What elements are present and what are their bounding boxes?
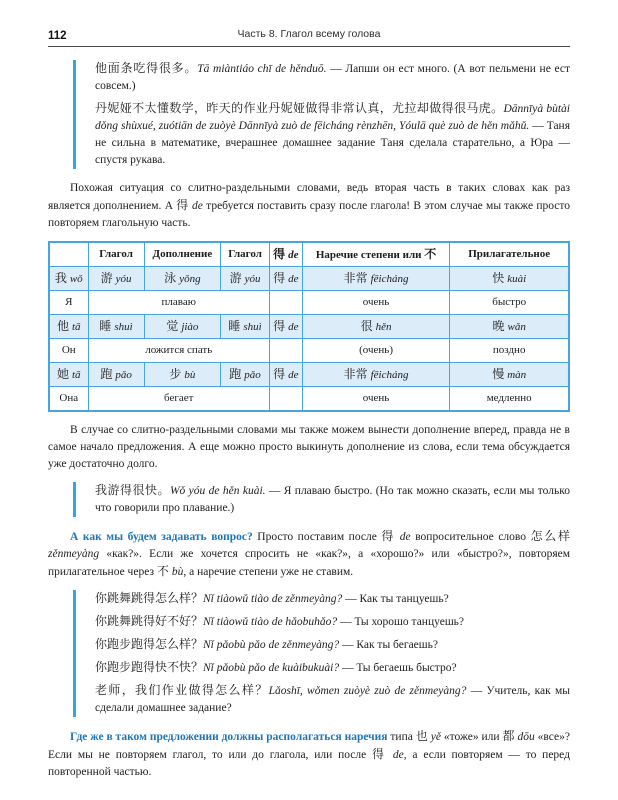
chinese-text: 慢 <box>492 366 508 381</box>
chinese-text: 他面条吃得很多。 <box>95 61 198 75</box>
text-run: плаваю <box>161 296 196 308</box>
text-run: Наречие степени или <box>315 248 425 261</box>
table-cell <box>49 387 88 412</box>
pinyin-text: Nǐ pǎobù pǎo de kuàibukuài? <box>203 662 340 674</box>
example-sentence <box>95 482 570 517</box>
table-cell <box>269 267 302 291</box>
pinyin-text: fēicháng <box>370 272 409 285</box>
chinese-text: 跑 <box>100 366 116 381</box>
chinese-text: 你跳舞跳得好不好？ <box>95 614 204 628</box>
blue-lead-text: Где же в таком предложении должны располагаться наречия <box>70 731 388 743</box>
example-quote-block <box>73 482 570 517</box>
pinyin-text: Nǐ tiàowǔ tiào de hǎobuhǎo? <box>203 616 338 628</box>
table-cell <box>269 387 302 412</box>
pinyin-text: jiào <box>181 320 199 333</box>
pinyin-text: Lǎoshī, wǒmen zuòyè zuò de zěnmeyàng? <box>268 685 467 697</box>
pinyin-text: Nǐ pǎobù pǎo de zěnmeyàng? <box>203 639 340 651</box>
table-cell <box>49 339 88 363</box>
pinyin-text: fēicháng <box>370 368 409 381</box>
table-cell <box>49 315 88 339</box>
table-header-cell <box>49 242 88 267</box>
pinyin-text: tā <box>71 320 81 333</box>
table-header-cell <box>144 242 220 267</box>
page-content <box>48 60 570 781</box>
body-paragraph <box>48 422 570 473</box>
pinyin-text: Dānnīyà bùtài dǒng shùxué, zuótiān de zuòyè Dānnīyà zuò de fēicháng rènzhēn, Yóulā què zuò de hěn mǎhǔ. <box>95 103 570 132</box>
pinyin-text: Tā miàntiáo chī de hěnduō. <box>197 63 327 75</box>
table-cell <box>302 267 450 291</box>
pinyin-text: de <box>288 248 299 261</box>
table-cell <box>269 339 302 363</box>
chinese-text: 得 <box>176 198 193 212</box>
chinese-text: 非常 <box>343 270 371 285</box>
text-run: бегает <box>164 392 194 404</box>
chinese-text: 你跑步跑得怎么样？ <box>95 637 204 651</box>
pinyin-text: de <box>192 200 203 212</box>
text-run: — Ты хорошо танцуешь? <box>337 616 465 628</box>
table-cell <box>450 339 569 363</box>
text-run: — Ты бегаешь быстро? <box>339 662 457 674</box>
text-run: вопросительное слово <box>410 531 531 543</box>
chinese-text: 他 <box>56 318 72 333</box>
table-cell <box>302 291 450 315</box>
text-run: — Таня не сильна в математике, вчерашнее домашнее задание Таня сделала старательно, а Юра — спустя рукава. <box>95 120 570 166</box>
chinese-text: 快 <box>492 270 508 285</box>
pinyin-text: màn <box>507 368 527 381</box>
table-header-cell <box>302 242 450 267</box>
table-cell <box>49 363 88 387</box>
text-run: Она <box>59 392 79 404</box>
table-header-cell <box>221 242 270 267</box>
table-row-russian <box>49 387 569 412</box>
chinese-text: 你跳舞跳得怎么样？ <box>95 591 204 605</box>
chinese-text: 得 <box>273 270 289 285</box>
chapter-title: Часть 8. Глагол всему голова <box>237 28 381 40</box>
table-cell <box>88 267 144 291</box>
table-header-cell <box>450 242 569 267</box>
pinyin-text: tā <box>71 368 81 381</box>
text-run: ложится спать <box>145 344 213 356</box>
table-cell <box>269 315 302 339</box>
text-run: , а если повторяем — то перед повторенной частью. <box>48 749 570 778</box>
chinese-text: 她 <box>56 366 72 381</box>
chinese-text: 老师，我们作业做得怎么样？ <box>95 683 269 697</box>
text-run: Дополнение <box>152 248 213 260</box>
pinyin-text: kuài <box>507 272 527 285</box>
chinese-text: 丹妮娅不太懂数学，昨天的作业丹妮娅做得非常认真，尤拉却做得很马虎。 <box>95 101 504 115</box>
text-run: , а наречие степени уже не ставим. <box>183 566 354 578</box>
table-cell <box>144 363 220 387</box>
table-cell <box>88 387 269 412</box>
chinese-text: 不 <box>156 564 172 578</box>
table-cell <box>88 363 144 387</box>
chinese-text: 得 <box>372 747 393 761</box>
pinyin-text: shuì <box>114 320 133 333</box>
pinyin-text: hěn <box>375 320 392 333</box>
page-number: 112 <box>48 30 67 42</box>
body-paragraph <box>48 528 570 581</box>
table-header-row <box>49 242 569 267</box>
pinyin-text: yě <box>430 731 442 743</box>
example-quote-block <box>73 590 570 717</box>
chinese-text: 非常 <box>343 366 371 381</box>
chinese-text: 泳 <box>164 270 180 285</box>
blue-lead-text: А как мы будем задавать вопрос? <box>70 531 253 543</box>
text-run: «все»? Если мы не повторяем глагол, то или до глагола, или после <box>48 731 570 761</box>
table-cell <box>221 315 270 339</box>
example-sentence <box>95 590 570 608</box>
text-run: — Как ты бегаешь? <box>339 639 438 651</box>
chinese-text: 我游得很快。 <box>95 483 170 497</box>
chinese-text: 睡 <box>99 318 115 333</box>
example-sentence <box>95 100 570 169</box>
text-run: Глагол <box>99 248 133 260</box>
chinese-text: 你跑步跑得快不快？ <box>95 660 204 674</box>
text-run: очень <box>362 392 390 404</box>
chinese-text: 也 <box>415 729 431 743</box>
pinyin-text: pǎo <box>244 368 261 381</box>
table-row-chinese <box>49 315 569 339</box>
pinyin-text: bù <box>184 368 196 381</box>
chinese-text: 很 <box>360 318 376 333</box>
text-run: Он <box>61 344 76 356</box>
text-run: очень <box>362 296 390 308</box>
table-cell <box>88 291 269 315</box>
table-row-chinese <box>49 363 569 387</box>
running-header <box>48 26 570 47</box>
chinese-text: 都 <box>502 729 518 743</box>
pinyin-text: yóu <box>244 272 261 285</box>
table-cell <box>450 267 569 291</box>
chinese-text: 我 <box>54 270 70 285</box>
text-run: поздно <box>492 344 526 356</box>
pinyin-text: de <box>288 272 299 285</box>
pinyin-text: dōu <box>517 731 535 743</box>
text-run: Прилагательное <box>468 248 551 260</box>
text-run: Похожая ситуация со слитно-раздельными словами, ведь вторая часть в таких словах как раз является дополнением. А <box>48 182 570 212</box>
table-cell <box>269 291 302 315</box>
text-run: — Учитель, как мы сделали домашнее задание? <box>95 685 570 714</box>
text-run: «как?». Если же хочется спросить не «как?», а «хорошо?» или «быстро?», повторяем прилагательное через <box>48 548 570 578</box>
table-cell <box>221 363 270 387</box>
chinese-text: 睡 <box>228 318 244 333</box>
text-run: В случае со слитно-раздельными словами мы также можем вынести дополнение вперед, правда не в самое начало предложения. А еще можно просто выкинуть дополнение из слова, если тема обсуждается уже достаточно долго. <box>48 424 570 470</box>
text-run: быстро <box>492 296 527 308</box>
text-run: — Как ты танцуешь? <box>342 593 449 605</box>
text-run: — Я плаваю быстро. (Но так можно сказать, если мы только что говорили про плавание.) <box>95 485 570 514</box>
pinyin-text: de <box>288 320 299 333</box>
text-run: (очень) <box>359 344 393 356</box>
text-run: типа <box>387 731 416 743</box>
table-cell <box>450 363 569 387</box>
pinyin-text: shuì <box>243 320 262 333</box>
pinyin-text: yóu <box>115 272 132 285</box>
chinese-text: 怎么样 <box>530 529 570 543</box>
grammar-pattern-table <box>48 241 570 412</box>
table-cell <box>49 267 88 291</box>
chinese-text: 得 <box>273 366 289 381</box>
table-cell <box>88 315 144 339</box>
pinyin-text: de <box>399 531 411 543</box>
chinese-text: 晚 <box>492 318 508 333</box>
pinyin-text: de <box>392 749 404 761</box>
text-run: требуется поставить сразу после глагола! В этом случае мы также просто повторяем глагольную часть. <box>48 200 570 229</box>
example-quote-block <box>73 60 570 169</box>
body-paragraph <box>48 180 570 232</box>
chinese-text: 步 <box>169 366 185 381</box>
chinese-text: 跑 <box>229 366 245 381</box>
text-run: Я <box>65 296 73 308</box>
text-run: Просто поставим после <box>252 531 382 543</box>
chinese-text: 觉 <box>166 318 182 333</box>
text-run: «тоже» или <box>441 731 503 743</box>
table-cell <box>302 339 450 363</box>
table-cell <box>450 315 569 339</box>
pinyin-text: wǎn <box>507 320 526 333</box>
example-sentence <box>95 659 570 677</box>
table-cell <box>450 387 569 412</box>
pinyin-text: zěnmeyàng <box>48 548 100 560</box>
pinyin-text: pǎo <box>115 368 132 381</box>
pinyin-text: Nǐ tiàowǔ tiào de zěnmeyàng? <box>203 593 343 605</box>
body-paragraph <box>48 728 570 781</box>
pinyin-text: yǒng <box>179 272 201 285</box>
chinese-text: 得 <box>381 529 400 543</box>
chinese-text: 得 <box>273 246 289 261</box>
pinyin-text: bù <box>171 566 184 578</box>
table-row-russian <box>49 291 569 315</box>
table-header-cell <box>269 242 302 267</box>
chinese-text: 得 <box>273 318 289 333</box>
table-row-chinese <box>49 267 569 291</box>
text-run: медленно <box>486 392 532 404</box>
chinese-text: 不 <box>424 246 437 261</box>
text-run: Глагол <box>228 248 262 260</box>
table-cell <box>49 291 88 315</box>
table-cell <box>144 267 220 291</box>
pinyin-text: wǒ <box>69 272 83 285</box>
table-cell <box>302 363 450 387</box>
table-cell <box>450 291 569 315</box>
table-cell <box>221 267 270 291</box>
table-header-cell <box>88 242 144 267</box>
text-run: — Лапши он ест много. (А вот пельмени не ест совсем.) <box>95 63 570 92</box>
example-sentence <box>95 613 570 631</box>
table-cell <box>269 363 302 387</box>
table-cell <box>88 339 269 363</box>
pinyin-text: de <box>288 368 299 381</box>
table-cell <box>144 315 220 339</box>
table-cell <box>302 387 450 412</box>
table-cell <box>302 315 450 339</box>
chinese-text: 游 <box>229 270 245 285</box>
example-sentence <box>95 682 570 717</box>
example-sentence <box>95 636 570 654</box>
chinese-text: 游 <box>100 270 116 285</box>
pinyin-text: Wǒ yóu de hěn kuài. <box>169 485 266 497</box>
example-sentence <box>95 60 570 95</box>
table-row-russian <box>49 339 569 363</box>
